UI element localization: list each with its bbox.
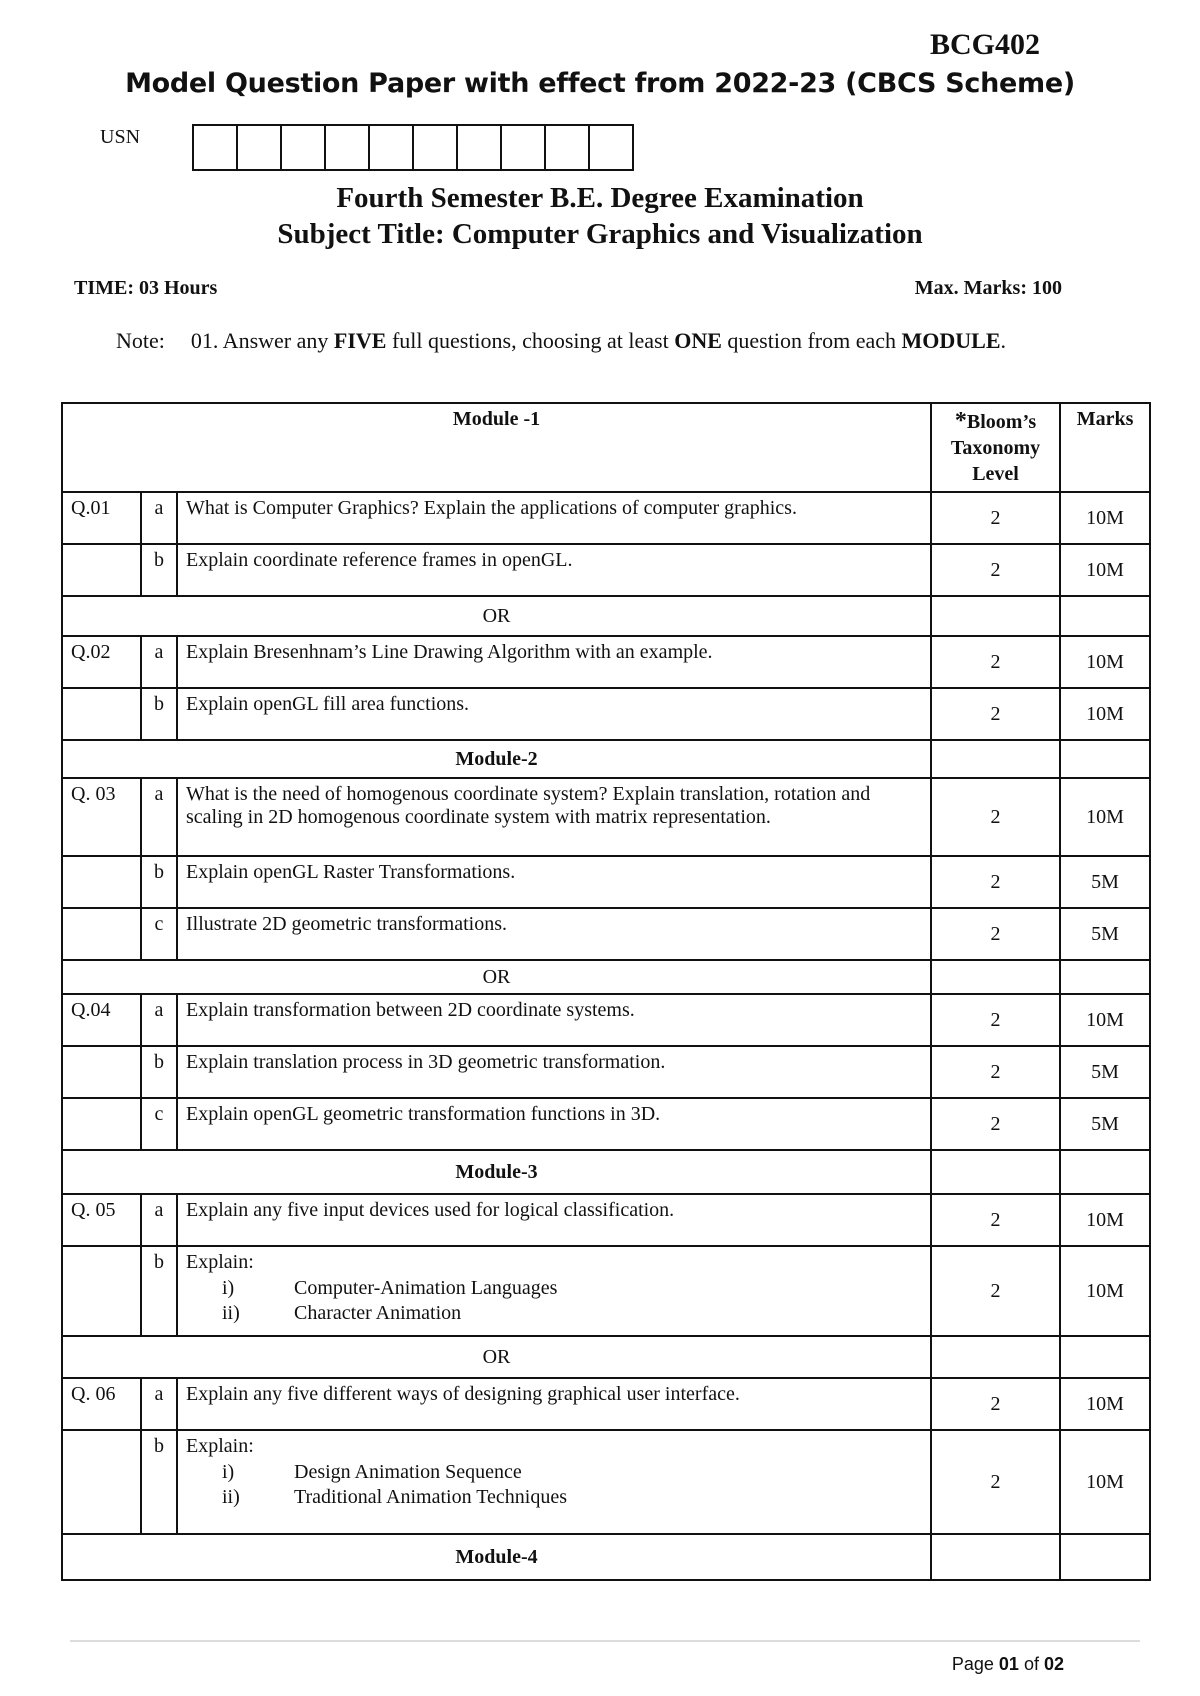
- bloom-level: 2: [931, 1246, 1060, 1336]
- sub-label: b: [141, 544, 177, 596]
- question-text: [177, 1246, 931, 1336]
- empty-cell: [1060, 1336, 1150, 1378]
- or-row: [62, 596, 1150, 636]
- page-number: [952, 1654, 1064, 1675]
- sub-label: a: [141, 1378, 177, 1430]
- sub-label: a: [141, 636, 177, 688]
- note-mid2: question from each: [721, 328, 902, 353]
- or-row: [62, 960, 1150, 994]
- question-number: Q. 05: [62, 1194, 141, 1246]
- question-text: Explain transformation between 2D coordinate systems.: [177, 994, 931, 1046]
- or-row: [62, 1336, 1150, 1378]
- empty-cell: [1060, 1534, 1150, 1580]
- item-number: i): [222, 1461, 235, 1483]
- question-row: [62, 688, 1150, 740]
- question-text: Explain translation process in 3D geometric transformation.: [177, 1046, 931, 1098]
- empty-cell: [931, 740, 1060, 778]
- sub-label: b: [141, 1430, 177, 1534]
- question-text: What is the need of homogenous coordinate system? Explain translation, rotation and scaling in 2D homogenous coordinate system with matrix representation.: [177, 778, 931, 856]
- usn-box[interactable]: [590, 126, 634, 169]
- question-row: [62, 1246, 1150, 1336]
- bloom-line3: Level: [972, 463, 1019, 485]
- question-row: [62, 492, 1150, 544]
- sub-item-list: [222, 1460, 922, 1510]
- empty-cell: [1060, 1150, 1150, 1194]
- list-item: [222, 1276, 922, 1301]
- question-number: Q.02: [62, 636, 141, 688]
- marks: 10M: [1060, 1194, 1150, 1246]
- exam-heading: [0, 180, 1200, 252]
- note-one: ONE: [674, 328, 722, 353]
- question-row: [62, 544, 1150, 596]
- exam-time: TIME: 03 Hours: [74, 277, 218, 299]
- bloom-line1: Bloom’s: [966, 411, 1037, 433]
- bloom-level: 2: [931, 856, 1060, 908]
- marks: 10M: [1060, 778, 1150, 856]
- marks: 10M: [1060, 994, 1150, 1046]
- question-number-empty: [62, 908, 141, 960]
- question-row: [62, 856, 1150, 908]
- page-total: 02: [1043, 1654, 1064, 1674]
- usn-box[interactable]: [326, 126, 370, 169]
- question-text: Explain coordinate reference frames in openGL.: [177, 544, 931, 596]
- note-label: Note:: [116, 328, 165, 353]
- question-row: [62, 1378, 1150, 1430]
- usn-box[interactable]: [546, 126, 590, 169]
- item-text: Character Animation: [294, 1302, 462, 1324]
- marks-header: Marks: [1060, 403, 1150, 492]
- list-item: [222, 1460, 922, 1485]
- usn-box[interactable]: [238, 126, 282, 169]
- sub-label: c: [141, 1098, 177, 1150]
- note-module: MODULE: [901, 328, 1001, 353]
- sub-item-list: [222, 1276, 922, 1326]
- question-row: [62, 1430, 1150, 1534]
- question-number: Q. 06: [62, 1378, 141, 1430]
- question-text: Explain openGL geometric transformation functions in 3D.: [177, 1098, 931, 1150]
- bloom-level: 2: [931, 1430, 1060, 1534]
- bloom-level: 2: [931, 1378, 1060, 1430]
- paper-title: Model Question Paper with effect from 2022-23 (CBCS Scheme): [125, 68, 1075, 99]
- sub-label: a: [141, 1194, 177, 1246]
- item-number: ii): [222, 1302, 240, 1324]
- sub-label: b: [141, 1246, 177, 1336]
- question-text: [177, 1430, 931, 1534]
- bloom-level: 2: [931, 1194, 1060, 1246]
- module-1-heading: Module -1: [62, 403, 931, 492]
- usn-box[interactable]: [458, 126, 502, 169]
- bloom-line2: Taxonomy: [950, 437, 1041, 459]
- usn-box[interactable]: [194, 126, 238, 169]
- marks: 5M: [1060, 1046, 1150, 1098]
- marks: 10M: [1060, 636, 1150, 688]
- question-number-empty: [62, 1046, 141, 1098]
- module-4-heading: Module-4: [62, 1534, 931, 1580]
- question-row: [62, 778, 1150, 856]
- table-header-row: [62, 403, 1150, 492]
- note-end: .: [1000, 328, 1007, 353]
- marks: 10M: [1060, 688, 1150, 740]
- empty-cell: [1060, 596, 1150, 636]
- usn-label: USN: [100, 126, 141, 148]
- bloom-level: 2: [931, 688, 1060, 740]
- question-number-empty: [62, 688, 141, 740]
- question-number-empty: [62, 1430, 141, 1534]
- question-row: [62, 636, 1150, 688]
- marks: 10M: [1060, 544, 1150, 596]
- question-text: What is Computer Graphics? Explain the applications of computer graphics.: [177, 492, 931, 544]
- question-row: [62, 1098, 1150, 1150]
- marks: 10M: [1060, 1246, 1150, 1336]
- module-row: [62, 740, 1150, 778]
- item-text: Computer-Animation Languages: [294, 1277, 558, 1299]
- question-number-empty: [62, 1098, 141, 1150]
- sub-label: a: [141, 994, 177, 1046]
- empty-cell: [1060, 960, 1150, 994]
- usn-box[interactable]: [414, 126, 458, 169]
- page-of: of: [1018, 1654, 1044, 1674]
- question-text: Explain openGL Raster Transformations.: [177, 856, 931, 908]
- note-text: [191, 328, 1006, 353]
- marks: 5M: [1060, 908, 1150, 960]
- sub-label: a: [141, 778, 177, 856]
- footer-divider: [70, 1640, 1140, 1642]
- question-number: Q. 03: [62, 778, 141, 856]
- question-text: Explain any five input devices used for logical classification.: [177, 1194, 931, 1246]
- usn-box[interactable]: [370, 126, 414, 169]
- sub-label: c: [141, 908, 177, 960]
- empty-cell: [931, 1150, 1060, 1194]
- item-number: ii): [222, 1486, 240, 1508]
- exam-title: Fourth Semester B.E. Degree Examination: [336, 182, 864, 214]
- item-number: i): [222, 1277, 235, 1299]
- bloom-star: *: [954, 408, 967, 434]
- page-current: 01: [998, 1654, 1019, 1674]
- item-text: Traditional Animation Techniques: [294, 1486, 568, 1508]
- max-marks: Max. Marks: 100: [914, 277, 1062, 299]
- module-row: [62, 1534, 1150, 1580]
- question-row: [62, 1046, 1150, 1098]
- question-number-empty: [62, 856, 141, 908]
- question-text: Explain any five different ways of designing graphical user interface.: [177, 1378, 931, 1430]
- marks: 5M: [1060, 856, 1150, 908]
- sub-label: b: [141, 688, 177, 740]
- question-text-lead: Explain:: [186, 1435, 254, 1457]
- module-row: [62, 1150, 1150, 1194]
- question-row: [62, 994, 1150, 1046]
- bloom-level: 2: [931, 908, 1060, 960]
- bloom-level: 2: [931, 636, 1060, 688]
- question-table: [61, 402, 1151, 1581]
- bloom-level: 2: [931, 492, 1060, 544]
- question-text: Explain openGL fill area functions.: [177, 688, 931, 740]
- or-label: OR: [62, 596, 931, 636]
- bloom-level: 2: [931, 1046, 1060, 1098]
- empty-cell: [931, 1534, 1060, 1580]
- bloom-level: 2: [931, 1098, 1060, 1150]
- marks: 5M: [1060, 1098, 1150, 1150]
- question-number-empty: [62, 544, 141, 596]
- note-mid1: full questions, choosing at least: [386, 328, 675, 353]
- question-number-empty: [62, 1246, 141, 1336]
- subject-title: Subject Title: Computer Graphics and Visualization: [277, 218, 923, 250]
- instruction-note: [116, 328, 1006, 354]
- list-item: [222, 1485, 922, 1510]
- blooms-level-header: [931, 403, 1060, 492]
- empty-cell: [931, 960, 1060, 994]
- sub-label: b: [141, 856, 177, 908]
- empty-cell: [931, 1336, 1060, 1378]
- module-3-heading: Module-3: [62, 1150, 931, 1194]
- marks: 10M: [1060, 1378, 1150, 1430]
- bloom-level: 2: [931, 994, 1060, 1046]
- usn-box[interactable]: [502, 126, 546, 169]
- question-text: Explain Bresenhnam’s Line Drawing Algorithm with an example.: [177, 636, 931, 688]
- sub-label: b: [141, 1046, 177, 1098]
- question-row: [62, 1194, 1150, 1246]
- empty-cell: [931, 596, 1060, 636]
- or-label: OR: [62, 960, 931, 994]
- usn-box[interactable]: [282, 126, 326, 169]
- module-2-heading: Module-2: [62, 740, 931, 778]
- marks: 10M: [1060, 1430, 1150, 1534]
- or-label: OR: [62, 1336, 931, 1378]
- question-text: Illustrate 2D geometric transformations.: [177, 908, 931, 960]
- question-number: Q.01: [62, 492, 141, 544]
- course-code: BCG402: [929, 28, 1040, 61]
- note-pre: 01. Answer any: [190, 328, 334, 353]
- usn-box-grid: [192, 124, 634, 171]
- bloom-level: 2: [931, 778, 1060, 856]
- question-number: Q.04: [62, 994, 141, 1046]
- note-five: FIVE: [333, 328, 387, 353]
- sub-label: a: [141, 492, 177, 544]
- page-pre: Page: [951, 1654, 999, 1674]
- item-text: Design Animation Sequence: [294, 1461, 522, 1483]
- marks: 10M: [1060, 492, 1150, 544]
- list-item: [222, 1301, 922, 1326]
- bloom-level: 2: [931, 544, 1060, 596]
- question-text-lead: Explain:: [186, 1251, 254, 1273]
- question-row: [62, 908, 1150, 960]
- empty-cell: [1060, 740, 1150, 778]
